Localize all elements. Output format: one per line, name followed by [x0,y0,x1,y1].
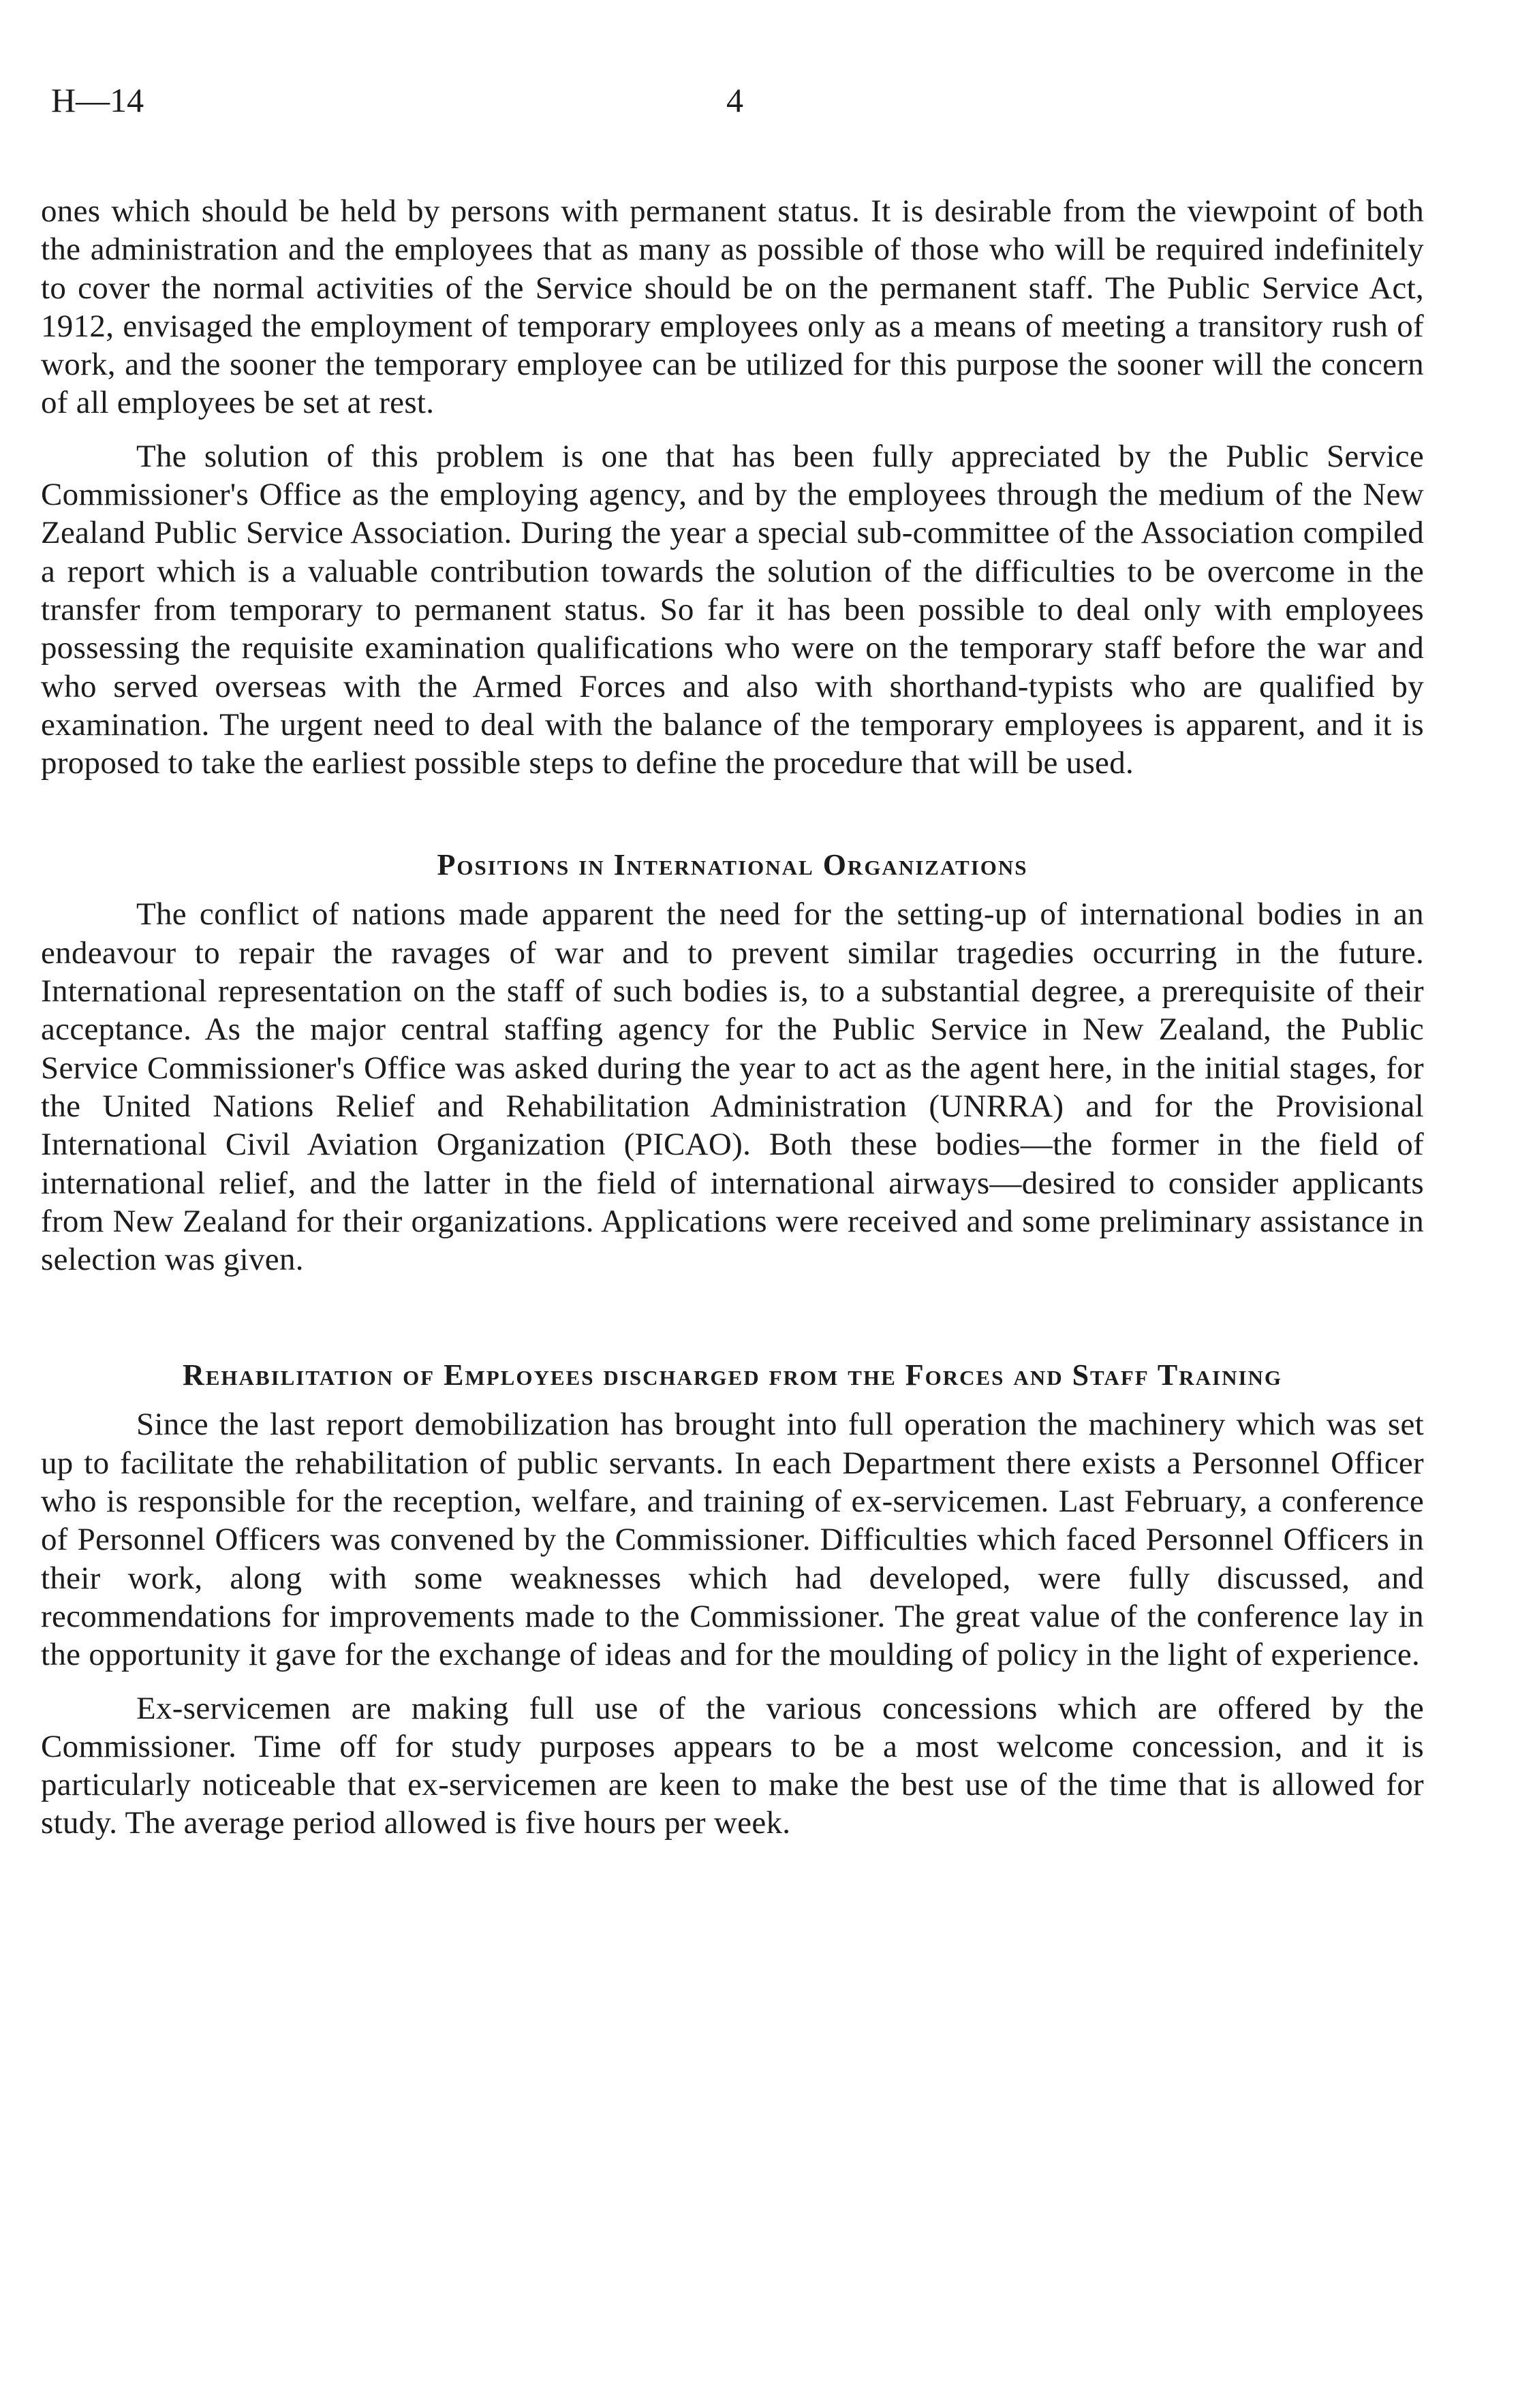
paragraph-international-bodies: The conflict of nations made apparent the need for the setting-up of international bodies in an endeavour to repair the ravages of war and to prevent similar tragedies occurring in the future. International representation on the staff of such bodies is, to a substantial degree, a prerequisite of their acceptance. As the major central staffing agency for the Public Service in New Zealand, the Public Service Commissioner's Office was asked during the year to act as the agent here, in the initial stages, for the United Nations Relief and Rehabilitation Administration (UNRRA) and for the Provisional International Civil Aviation Organization (PICAO). Both these bodies—the former in the field of international relief, and the latter in the field of international airways—desired to consider applicants from New Zealand for their organizations. Applications were received and some preliminary assistance in selection was given. [41,896,1424,1278]
body-text [41,192,1424,1843]
document-reference: H—14 [51,81,144,119]
section-heading-rehabilitation: Rehabilitation of Employees discharged from the Forces and Staff Training [182,1358,1283,1392]
paragraph-permanent-status: ones which should be held by persons with permanent status. It is desirable from the viewpoint of both the administration and the employees that as many as possible of those who will be required indefinitely to cover the normal activities of the Service should be on the permanent staff. The Public Service Act, 1912, envisaged the employment of temporary employees only as a means of meeting a transitory rush of work, and the sooner the temporary employee can be utilized for this purpose the sooner will the concern of all employees be set at rest. [41,193,1424,421]
section-heading-international-organizations: Positions in International Organizations [437,848,1028,882]
page-number: 4 [726,81,743,119]
paragraph-ex-servicemen-concessions: Ex-servicemen are making full use of the various concessions which are offered by the Commissioner. Time off for study purposes appears to be a most welcome concession, and it is particularly noticeable that ex-servicemen are keen to make the best use of the time that is allowed for study. The average period allowed is five hours per week. [41,1690,1424,1841]
paragraph-demobilization: Since the last report demobilization has brought into full operation the machinery which was set up to facilitate the rehabilitation of public servants. In each Department there exists a Personnel Officer who is responsible for the reception, welfare, and training of ex-servicemen. Last February, a conference of Personnel Officers was convened by the Commissioner. Difficulties which faced Personnel Officers in their work, along with some weaknesses which had developed, were fully discussed, and recommendations for improvements made to the Commissioner. The great value of the conference lay in the opportunity it gave for the exchange of ideas and for the moulding of policy in the light of experience. [41,1407,1424,1673]
running-head [0,80,1518,135]
paragraph-problem-solution: The solution of this problem is one that has been fully appreciated by the Public Service Commissioner's Office as the employing agency, and by the employees through the medium of the New Zealand Public Service Association. During the year a special sub-committee of the Association compiled a report which is a valuable contribution towards the solution of the difficulties to be overcome in the transfer from temporary to permanent status. So far it has been possible to deal only with employees possessing the requisite examination qualifications who were on the temporary staff before the war and who served overseas with the Armed Forces and also with shorthand-typists who are qualified by examination. The urgent need to deal with the balance of the temporary employees is apparent, and it is proposed to take the earliest possible steps to define the procedure that will be used. [41,438,1424,781]
